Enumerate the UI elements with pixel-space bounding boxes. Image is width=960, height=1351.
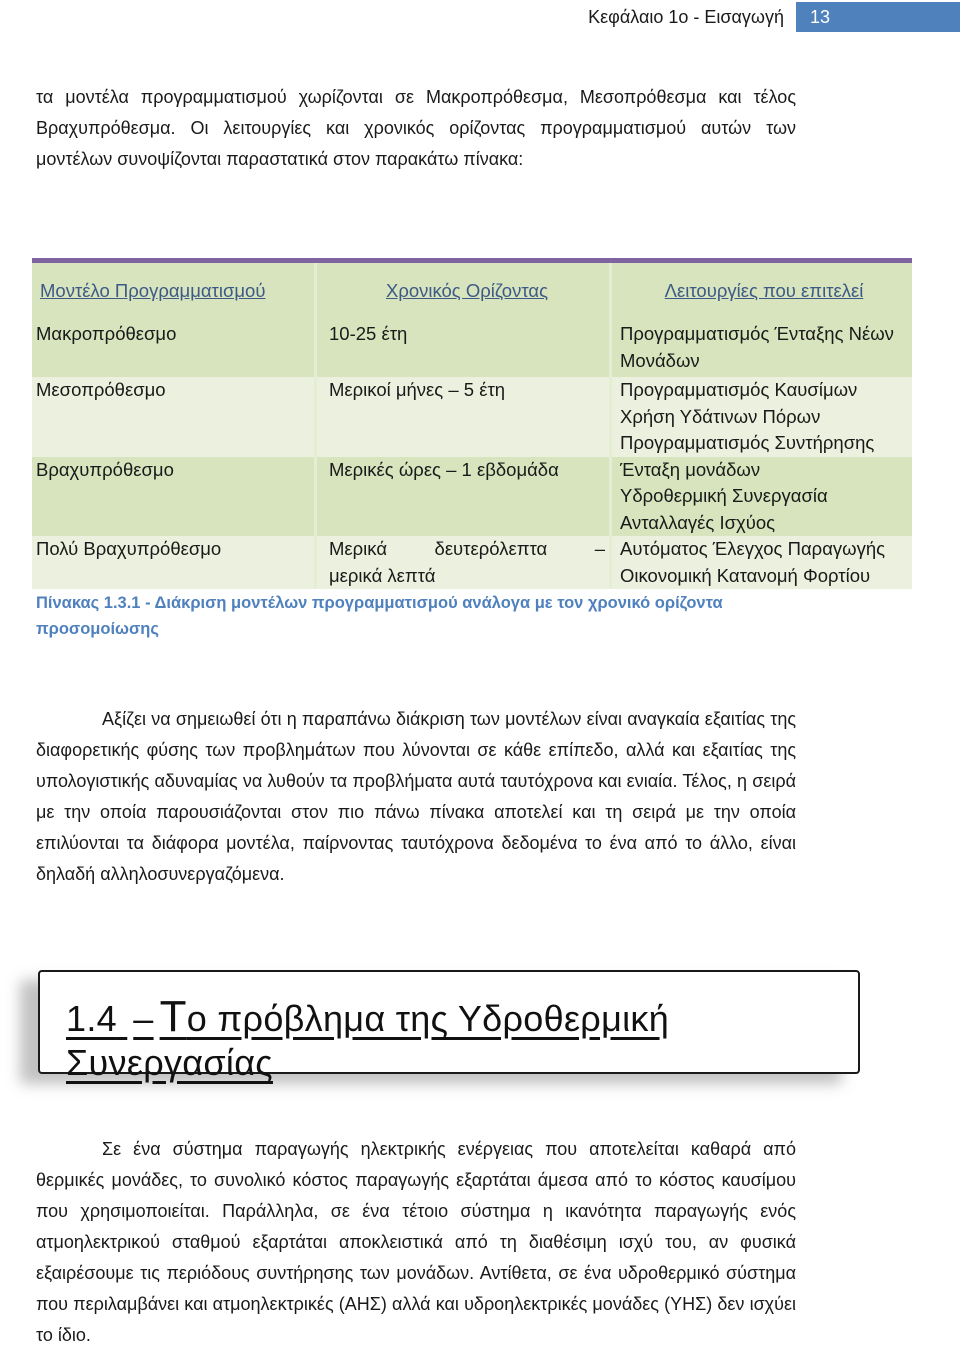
cell-horizon: Μερικοί μήνες – 5 έτη xyxy=(316,377,611,457)
section-initial: Τ xyxy=(159,992,187,1041)
function-item: Προγραμματισμός Ένταξης Νέων Μονάδων xyxy=(620,323,894,371)
cell-horizon: Μερικές ώρες – 1 εβδομάδα xyxy=(316,457,611,537)
header-horizon: Χρονικός Ορίζοντας xyxy=(316,261,611,320)
function-item: Ένταξη μονάδων xyxy=(620,458,761,480)
chapter-title: Κεφάλαιο 1ο - Εισαγωγή xyxy=(588,6,784,27)
cell-functions xyxy=(611,377,913,457)
cell-horizon: 10-25 έτη xyxy=(316,319,611,377)
section-dash: – xyxy=(133,998,154,1039)
function-item: Χρήση Υδάτινων Πόρων xyxy=(620,405,821,427)
page-number: 13 xyxy=(796,2,960,32)
horizon-line-1: Μερικά δευτερόλεπτα – xyxy=(329,538,605,559)
cell-model: Μεσοπρόθεσμο xyxy=(32,377,316,457)
table-row xyxy=(32,536,912,589)
section-title xyxy=(66,992,858,1084)
function-item: Υδροθερμική Συνεργασία xyxy=(620,485,828,506)
function-item: Προγραμματισμός Καυσίμων xyxy=(620,379,858,400)
table-row xyxy=(32,457,912,537)
function-item: Αυτόματος Έλεγχος Παραγωγής xyxy=(620,538,886,559)
page-header xyxy=(588,0,960,34)
cell-functions xyxy=(611,457,913,537)
function-item: Προγραμματισμός Συντήρησης xyxy=(620,432,875,453)
horizon-line-2: μερικά λεπτά xyxy=(329,564,436,586)
table-row xyxy=(32,319,912,377)
models-table xyxy=(32,258,912,589)
section-number: 1.4 xyxy=(66,998,117,1039)
header-model: Μοντέλο Προγραμματισμού xyxy=(32,261,316,320)
table-row xyxy=(32,377,912,457)
table-header-row xyxy=(32,261,912,320)
cell-functions xyxy=(611,319,913,377)
section-title-text: ο πρόβλημα της Υδροθερμική Συνεργασίας xyxy=(66,998,670,1083)
paragraph-2: Αξίζει να σημειωθεί ότι η παραπάνω διάκριση των μοντέλων είναι αναγκαία εξαιτίας της διαφορετικής φύσης των προβλημάτων που λύνονται σε κάθε επίπεδο, αλλά και εξαιτίας της υπολογιστικής αδυναμίας να λυθούν τα προβλήματα αυτά ταυτόχρονα και ενιαία. Τέλος, η σειρά με την οποία παρουσιάζονται στον πιο πάνω πίνακα αποτελεί και τη σειρά με την οποία επιλύονται τα διάφορα μοντέλα, παίρνοντας ταυτόχρονα δεδομένα το ένα από το άλλο, είναι δηλαδή αλληλοσυνεργαζόμενα. xyxy=(36,709,796,884)
table-caption: Πίνακας 1.3.1 - Διάκριση μοντέλων προγραμματισμού ανάλογα με τον χρονικό ορίζοντα προσομοίωσης xyxy=(36,594,723,638)
cell-functions xyxy=(611,536,913,589)
function-item: Ανταλλαγές Ισχύος xyxy=(620,511,776,533)
cell-horizon xyxy=(316,536,611,589)
header-functions: Λειτουργίες που επιτελεί xyxy=(611,261,913,320)
paragraph-3: Σε ένα σύστημα παραγωγής ηλεκτρικής ενέργειας που αποτελείται καθαρά από θερμικές μονάδες, το συνολικό κόστος παραγωγής εξαρτάται άμεσα από το κόστος καυσίμου που χρησιμοποιείται. Παράλληλα, σε ένα τέτοιο σύστημα η ικανότητα παραγωγής ενός ατμοηλεκτρικού σταθμού εξαρτάται αποκλειστικά από τη διαθέσιμη ισχύ του, αν φυσικά εξαιρέσουμε τις περιόδους συντήρησης των μονάδων. Αντίθετα, σε ένα υδροθερμικό σύστημα που περιλαμβάνει και ατμοηλεκτρικές (ΑΗΣ) αλλά και υδροηλεκτρικές μονάδες (ΥΗΣ) δεν ισχύει το ίδιο. xyxy=(36,1139,796,1345)
section-heading-box xyxy=(38,970,860,1083)
function-item: Οικονομική Κατανομή Φορτίου xyxy=(620,564,871,586)
cell-model: Πολύ Βραχυπρόθεσμο xyxy=(32,536,316,589)
cell-model: Μακροπρόθεσμο xyxy=(32,319,316,377)
cell-model: Βραχυπρόθεσμο xyxy=(32,457,316,537)
intro-paragraph: τα μοντέλα προγραμματισμού χωρίζονται σε Μακροπρόθεσμα, Μεσοπρόθεσμα και τέλος Βραχυπρόθεσμα. Οι λειτουργίες και χρονικός ορίζοντας προγραμματισμού αυτών των μοντέλων συνοψίζονται παραστατικά στον παρακάτω πίνακα: xyxy=(36,87,796,169)
